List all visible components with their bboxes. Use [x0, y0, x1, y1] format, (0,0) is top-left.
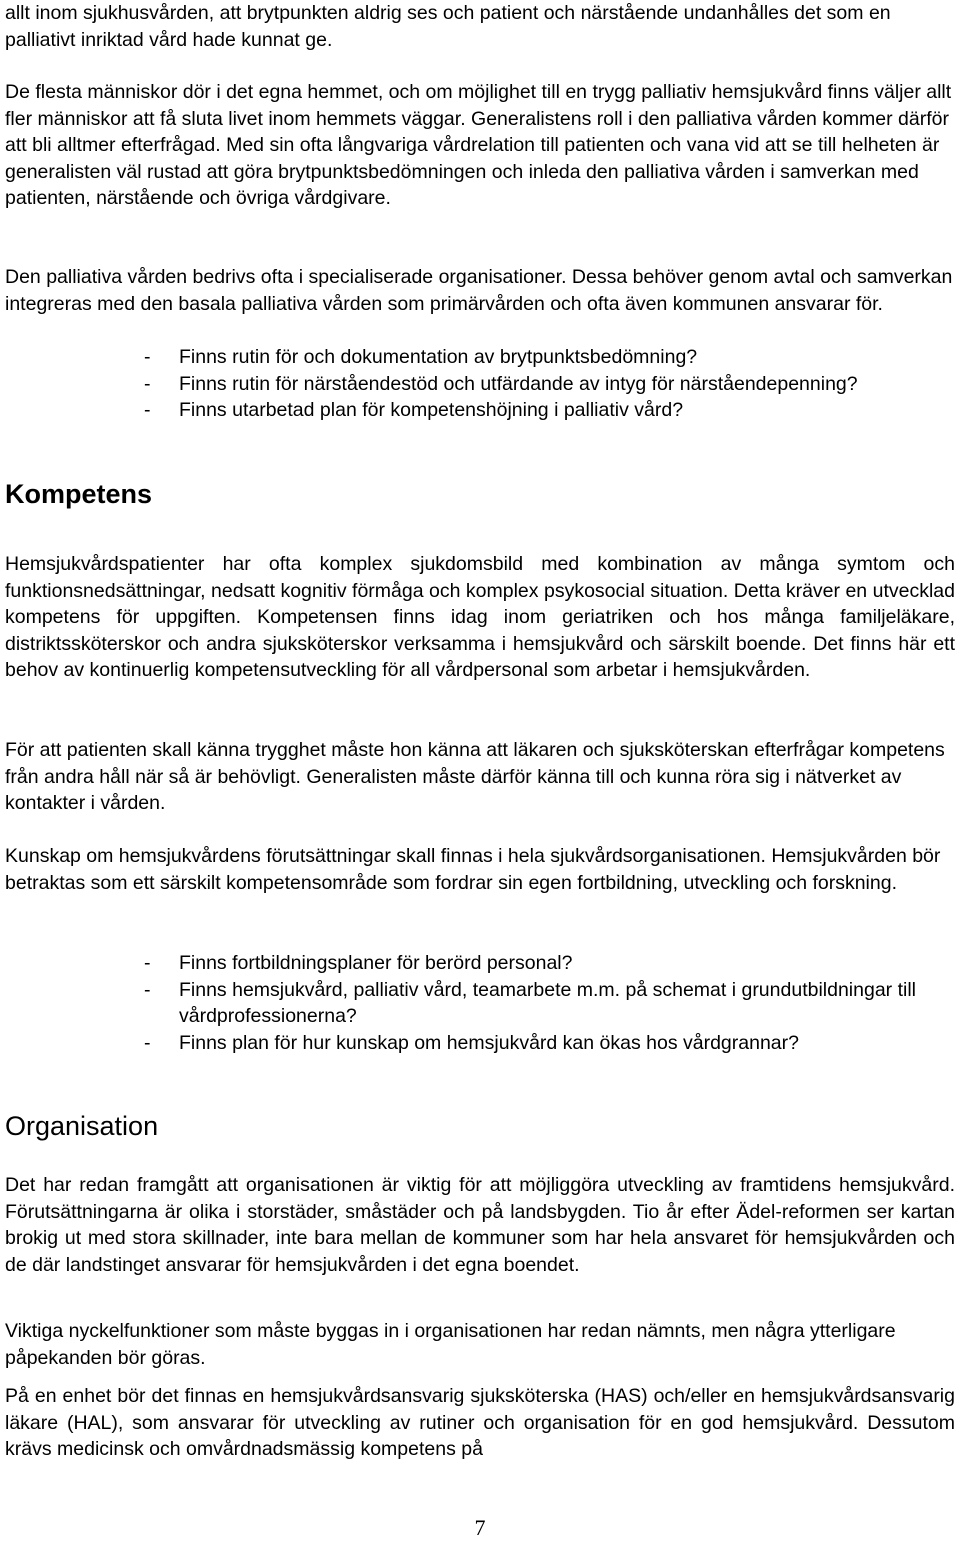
- heading-kompetens: Kompetens: [5, 479, 153, 509]
- list-item: - Finns plan för hur kunskap om hemsjukvård kan ökas hos vårdgrannar?: [5, 1030, 955, 1057]
- paragraph-intro-continuation: allt inom sjukhusvården, att brytpunkten aldrig ses och patient och närstående undanhålles det som en palliativt inriktad vård hade kunnat ge.: [5, 2, 891, 51]
- list-dash: -: [144, 399, 151, 421]
- checklist-palliative: [5, 344, 955, 424]
- list-item: - Finns rutin för och dokumentation av brytpunktsbedömning?: [5, 344, 955, 371]
- paragraph-has-hal: På en enhet bör det finnas en hemsjukvårdsansvarig sjuksköterska (HAS) och/eller en hemsjukvårdsansvarig läkare (HAL), som ansvarar för utveckling av rutiner och organisation för en god hemsjukvård. Dessutom krävs medicinsk och omvårdnadsmässig kompetens på: [5, 1385, 955, 1460]
- paragraph-knowledge: Kunskap om hemsjukvårdens förutsättningar skall finnas i hela sjukvårdsorganisationen. Hemsjukvården bör betraktas som ett särskilt kompetensområde som fordrar sin egen fortbildning, utveckling och forskning.: [5, 845, 941, 894]
- page-number: 7: [474, 1515, 486, 1540]
- list-item: - Finns hemsjukvård, palliativ vård, teamarbete m.m. på schemat i grundutbildningar till vårdprofessionerna?: [144, 978, 917, 1027]
- list-item: - Finns utarbetad plan för kompetenshöjning i palliativ vård?: [5, 397, 955, 424]
- paragraph-organisation-intro: Det har redan framgått att organisationen är viktig för att möjliggöra utveckling av framtidens hemsjukvård. Förutsättningarna är olika i storstäder, småstäder och på landsbygden. Tio år efter Ädel-reformen ser kartan brokig ut med stora skillnader, inte bara mellan de kommuner som har hela ansvaret för hemsjukvården och de där landstinget ansvarar för hemsjukvården i det egna boendet.: [5, 1174, 955, 1276]
- list-dash: -: [144, 1031, 151, 1054]
- list-dash: -: [144, 372, 151, 395]
- paragraph-home-care-palliative: De flesta människor dör i det egna hemmet, och om möjlighet till en trygg palliativ hemsjukvård finns väljer allt fler människor att få sluta livet inom hemmets väggar. Generalistens roll i den palliativa vården kommer därför att bli alltmer efterfrågad. Med sin ofta långvariga vårdrelation till patienten och vana vid att se till helheten är generalisten väl rustad att göra brytpunktsbedömningen och inleda den palliativa vården i samverkan med patienten, närstående och övriga vårdgivare.: [5, 81, 952, 209]
- list-dash: -: [144, 346, 151, 368]
- paragraph-patient-trust: För att patienten skall känna trygghet måste hon känna att läkaren och sjuksköterskan efterfrågar kompetens från andra håll när så är behövligt. Generalisten måste därför känna till och kunna röra sig i nätverket av kontakter i vården.: [5, 739, 945, 814]
- list-item: - Finns rutin för närståendestöd och utfärdande av intyg för närståendepenning?: [5, 371, 955, 398]
- list-item: - Finns fortbildningsplaner för berörd personal?: [5, 950, 955, 977]
- checklist-competence: [5, 950, 955, 1056]
- list-dash: -: [144, 952, 151, 974]
- heading-organisation: Organisation: [5, 1111, 159, 1141]
- paragraph-key-functions: Viktiga nyckelfunktioner som måste byggas in i organisationen har redan nämnts, men några ytterligare påpekanden bör göras.: [5, 1320, 896, 1369]
- paragraph-competence-needs: Hemsjukvårdspatienter har ofta komplex sjukdomsbild med kombination av många symtom och funktionsnedsättningar, nedsatt kognitiv förmåga och komplex psykosocial situation. Detta kräver en utvecklad kompetens för uppgiften. Kompetensen finns idag inom geriatriken och hos många familjeläkare, distriktssköterskor och andra sjuksköterskor verksamma i hemsjukvård och särskilt boende. Det finns här ett behov av kontinuerlig kompetensutveckling för all vårdpersonal som arbetar i hemsjukvården.: [5, 553, 955, 681]
- list-dash: -: [144, 978, 151, 1001]
- paragraph-specialised-organisations: Den palliativa vården bedrivs ofta i specialiserade organisationer. Dessa behöver genom avtal och samverkan integreras med den basala palliativa vården som primärvården och ofta även kommunen ansvarar för.: [5, 266, 953, 315]
